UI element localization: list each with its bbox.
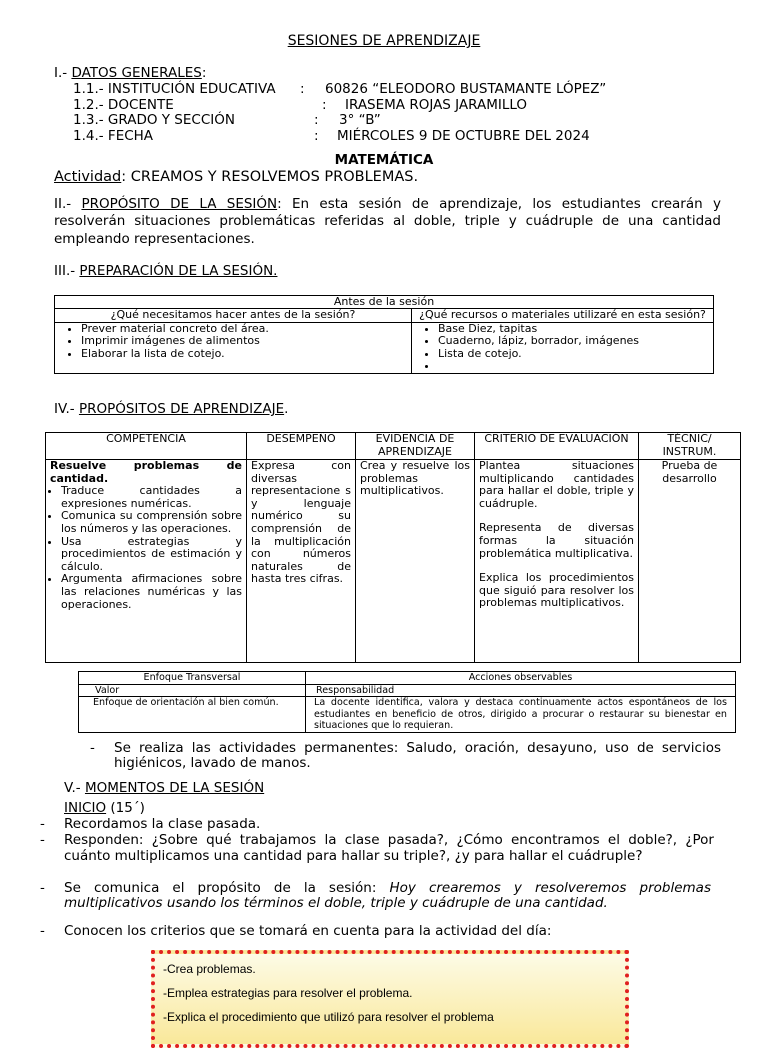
datos-row-grado-sep: :: [314, 112, 319, 128]
preparacion-heading-text: PREPARACIÓN DE LA SESIÓN.: [79, 263, 278, 279]
list-item: • Cuaderno, lápiz, borrador, imágenes: [438, 335, 709, 348]
criterio-box-item: -Explica el procedimiento que utilizó para resolver el problema: [163, 1010, 494, 1024]
proposito-numeral: II.-: [54, 196, 82, 212]
list-item: • Prever material concreto del área.: [81, 323, 407, 336]
preparacion-table-title: Antes de la sesión: [55, 296, 714, 309]
permanentes-bullet: -: [90, 740, 95, 756]
datos-row-institucion-value: 60826 “ELEODORO BUSTAMANTE LÓPEZ”: [325, 81, 607, 97]
momentos-item-3-line-2: multiplicativos usando los términos el doble, triple y cuádruple de una cantidad.: [64, 895, 608, 911]
valor-label: Valor: [79, 684, 306, 697]
header-desempeno: DESEMPEÑO: [247, 433, 356, 460]
momentos-item-3-italic-1: Hoy crearemos y resolveremos problemas: [389, 880, 711, 896]
area-title: MATEMÁTICA: [334, 152, 434, 168]
acciones-text: La docente identifica, valora y destaca continuamente actos espontáneos de los estudiantes en beneficio de otros, dirigido a procurar o restaurar su bienestar en situaciones que lo requieran.: [306, 697, 736, 733]
momentos-item-1: Recordamos la clase pasada.: [64, 816, 261, 832]
momentos-bullet-1: -: [40, 816, 45, 832]
propositos-heading: [54, 401, 288, 417]
inicio-time: (15´): [106, 800, 145, 816]
inicio-line: [64, 800, 145, 816]
proposito-heading: PROPÓSITO DE LA SESIÓN: [81, 196, 278, 212]
criterios-box: [151, 950, 629, 1048]
momentos-item-3-prefix: Se comunica el propósito de la sesión:: [64, 880, 390, 896]
evidencia-cell: Crea y resuelve los problemas multiplicativos.: [356, 460, 475, 663]
actividad-sep: :: [121, 169, 131, 185]
datos-row-docente-value: IRASEMA ROJAS JARAMILLO: [345, 97, 528, 113]
momentos-item-2-line-2: cuánto multiplicamos una cantidad para hallar su triple?, ¿y para hallar el cuádruple?: [64, 848, 643, 864]
header-tecnica: TÉCNIC/ INSTRUM.: [639, 433, 741, 460]
list-item: • Traduce cantidades a expresiones numéricas.: [61, 485, 242, 510]
momentos-item-2-line-1: Responden: ¿Sobre qué trabajamos la clase pasada?, ¿Cómo encontramos el doble?, ¿Por: [64, 832, 714, 848]
preparacion-col1-cell: [55, 322, 412, 373]
momentos-item-4: Conocen los criterios que se tomará en cuenta para la actividad del día:: [64, 923, 552, 939]
enfoque-name: Enfoque de orientación al bien común.: [79, 697, 306, 733]
actividad-label: Actividad: [54, 169, 122, 185]
preparacion-col2-cell: [412, 322, 714, 373]
datos-row-fecha-label: 1.4.- FECHA: [73, 128, 154, 144]
datos-row-docente-label: 1.2.- DOCENTE: [73, 97, 174, 113]
header-competencia: COMPETENCIA: [46, 433, 247, 460]
datos-colon: :: [201, 65, 207, 81]
header-evidencia: EVIDENCIA DE APRENDIZAJE: [356, 433, 475, 460]
datos-row-grado-label: 1.3.- GRADO Y SECCIÓN: [73, 112, 235, 128]
list-item: • Elaborar la lista de cotejo.: [81, 348, 407, 361]
list-item: • Usa estrategias y procedimientos de estimación y cálculo.: [61, 536, 242, 574]
criterio-item: Plantea situaciones multiplicando cantidades para hallar el doble, triple y cuádruple.: [479, 459, 634, 510]
header-criterio: CRITERIO DE EVALUACIÓN: [475, 433, 639, 460]
page-title: SESIONES DE APRENDIZAJE: [287, 33, 481, 49]
proposito-line-3: empleando representaciones.: [54, 231, 255, 247]
criterio-box-item: -Emplea estrategias para resolver el problema.: [163, 986, 413, 1000]
criterio-item: Representa de diversas formas la situación problemática multiplicativa.: [479, 521, 634, 560]
propositos-table: [45, 432, 741, 663]
actividad-line: [54, 169, 418, 185]
momentos-numeral: V.-: [64, 780, 85, 796]
proposito-text-1: : En esta sesión de aprendizaje, los estudiantes crearán y: [277, 196, 721, 212]
proposito-line-2: resolverán situaciones problemáticas referidas al doble, triple y cuádruple de una cantidad: [54, 213, 721, 229]
datos-heading: [54, 65, 206, 81]
datos-heading-text: DATOS GENERALES: [71, 65, 202, 81]
criterio-item: Explica los procedimientos que siguió para resolver los problemas multiplicativos.: [479, 571, 634, 610]
momentos-heading: [64, 780, 264, 796]
inicio-label: INICIO: [64, 800, 107, 816]
list-item: • Argumenta afirmaciones sobre las relaciones numéricas y las operaciones.: [61, 573, 242, 611]
propositos-numeral: IV.-: [54, 401, 79, 417]
datos-row-fecha-value: MIÉRCOLES 9 DE OCTUBRE DEL 2024: [337, 128, 590, 144]
valor-value: Responsabilidad: [306, 684, 736, 697]
list-item: • Base Diez, tapitas: [438, 323, 709, 336]
momentos-bullet-3: -: [40, 880, 45, 896]
propositos-heading-text: PROPÓSITOS DE APRENDIZAJE: [78, 401, 285, 417]
competencia-cell: [46, 460, 247, 663]
list-item: • Comunica su comprensión sobre los números y las operaciones.: [61, 510, 242, 535]
momentos-bullet-4: -: [40, 923, 45, 939]
list-item: • Imprimir imágenes de alimentos: [81, 335, 407, 348]
criterio-cell: [475, 460, 639, 663]
criterio-box-item: -Crea problemas.: [163, 962, 256, 976]
list-item: [438, 360, 709, 373]
actividad-text: CREAMOS Y RESOLVEMOS PROBLEMAS.: [130, 169, 419, 185]
datos-row-institucion-label: 1.1.- INSTITUCIÓN EDUCATIVA: [73, 81, 276, 97]
enfoque-table: [78, 671, 736, 733]
momentos-bullet-2: -: [40, 832, 45, 848]
permanentes-line-2: higiénicos, lavado de manos.: [114, 755, 311, 771]
tecnica-cell: Prueba de desarrollo: [639, 460, 741, 663]
preparacion-heading: [54, 263, 277, 279]
preparacion-numeral: III.-: [54, 263, 80, 279]
list-item: • Lista de cotejo.: [438, 348, 709, 361]
datos-row-grado-value: 3° “B”: [339, 112, 381, 128]
datos-row-docente-sep: :: [322, 97, 327, 113]
momentos-heading-text: MOMENTOS DE LA SESIÓN: [84, 780, 265, 796]
propositos-tail: .: [284, 401, 289, 417]
datos-row-fecha-sep: :: [314, 128, 319, 144]
datos-row-institucion-sep: :: [300, 81, 305, 97]
datos-numeral: I.-: [54, 65, 72, 81]
permanentes-line-1: Se realiza las actividades permanentes: Saludo, oración, desayuno, uso de servicios: [114, 740, 721, 756]
preparacion-table: [54, 295, 714, 374]
acciones-header: Acciones observables: [306, 672, 736, 685]
preparacion-col1-header: ¿Qué necesitamos hacer antes de la sesión?: [55, 309, 412, 323]
preparacion-col2-header: ¿Qué recursos o materiales utilizaré en esta sesión?: [412, 309, 714, 323]
competencia-title: Resuelve problemas de cantidad.: [50, 459, 242, 485]
desempeno-cell: Expresa con diversas representacione s y lenguaje numérico su comprensión de la multiplicación con números naturales de hasta tres cifras.: [247, 460, 356, 663]
momentos-item-3-line-1: [64, 880, 711, 896]
enfoque-header: Enfoque Transversal: [79, 672, 306, 685]
proposito-line-1: [54, 196, 721, 212]
